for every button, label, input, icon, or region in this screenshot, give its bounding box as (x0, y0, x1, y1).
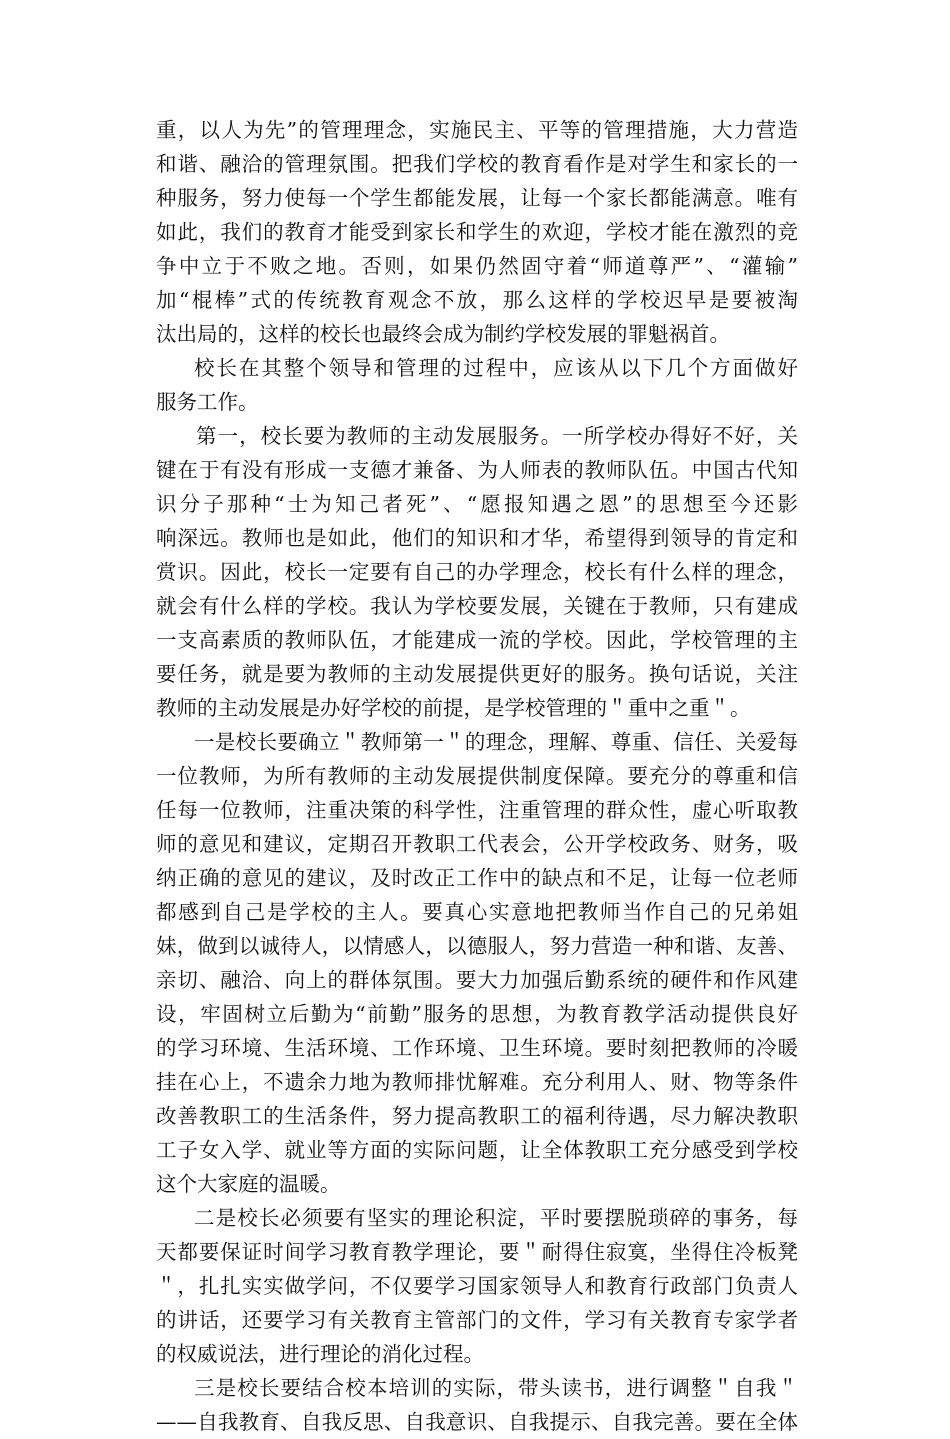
text-line: 师的意见和建议，定期召开教职工代表会，公开学校政务、财务，吸 (156, 832, 798, 856)
text-line: 改善教职工的生活条件，努力提高教职工的福利待遇，尽力解决教职 (156, 1104, 798, 1128)
text-line: 就会有什么样的学校。我认为学校要发展，关键在于教师，只有建成 (156, 594, 798, 618)
text-line: 这个大家庭的温暖。 (156, 1172, 341, 1196)
paragraph-2 (156, 351, 798, 419)
text-line: 一支高素质的教师队伍，才能建成一流的学校。因此，学校管理的主 (156, 628, 798, 652)
text-line: 服务工作。 (156, 390, 259, 414)
text-line: 响深远。教师也是如此，他们的知识和才华，希望得到领导的肯定和 (156, 526, 798, 550)
text-line: 争中立于不败之地。否则，如果仍然固守着“师道尊严”、“灌输” (156, 254, 798, 278)
text-line: 任每一位教师，注重决策的科学性，注重管理的群众性，虚心听取教 (156, 798, 798, 822)
paragraph-6 (156, 1371, 798, 1439)
text-line: 和谐、融洽的管理氛围。把我们学校的教育看作是对学生和家长的一 (156, 152, 798, 176)
text-line: 的讲话，还要学习有关教育主管部门的文件，学习有关教育专家学者 (156, 1308, 798, 1332)
text-line: 加“棍棒”式的传统教育观念不放，那么这样的学校迟早是要被淘 (156, 288, 798, 312)
text-line: 的学习环境、生活环境、工作环境、卫生环境。要时刻把教师的冷暖 (156, 1036, 798, 1060)
text-line: 重，以人为先”的管理理念，实施民主、平等的管理措施，大力营造 (156, 118, 798, 142)
paragraph-3 (156, 419, 798, 725)
text-line: 挂在心上，不遗余力地为教师排忧解难。充分利用人、财、物等条件 (156, 1070, 798, 1094)
text-line: 一位教师，为所有教师的主动发展提供制度保障。要充分的尊重和信 (156, 764, 798, 788)
text-line: 妹，做到以诚待人，以情感人，以德服人，努力营造一种和谐、友善、 (156, 934, 798, 958)
text-line: 如此，我们的教育才能受到家长和学生的欢迎，学校才能在激烈的竞 (156, 220, 798, 244)
text-line: 三是校长要结合校本培训的实际，带头读书，进行调整＂自我＂ (194, 1376, 798, 1400)
text-line: ＂，扎扎实实做学问，不仅要学习国家领导人和教育行政部门负责人 (156, 1274, 798, 1298)
text-line: 校长在其整个领导和管理的过程中，应该从以下几个方面做好 (194, 356, 798, 380)
document-body (156, 113, 798, 1439)
text-line: 键在于有没有形成一支德才兼备、为人师表的教师队伍。中国古代知 (156, 458, 798, 482)
paragraph-1 (156, 113, 798, 351)
text-line: 第一，校长要为教师的主动发展服务。一所学校办得好不好，关 (196, 424, 798, 448)
text-line: 都感到自己是学校的主人。要真心实意地把教师当作自己的兄弟姐 (156, 900, 798, 924)
text-line: ——自我教育、自我反思、自我意识、自我提示、自我完善。要在全体 (156, 1410, 798, 1434)
paragraph-4 (156, 725, 798, 1201)
text-line: 教师的主动发展是办好学校的前提，是学校管理的＂重中之重＂。 (156, 696, 751, 720)
text-line: 设，牢固树立后勤为“前勤”服务的思想，为教育教学活动提供良好 (156, 1002, 798, 1026)
text-line: 纳正确的意见的建议，及时改正工作中的缺点和不足，让每一位老师 (156, 866, 798, 890)
text-line: 二是校长必须要有坚实的理论积淀，平时要摆脱琐碎的事务，每 (194, 1206, 798, 1230)
text-line: 赏识。因此，校长一定要有自己的办学理念，校长有什么样的理念， (156, 560, 798, 584)
text-line: 种服务，努力使每一个学生都能发展，让每一个家长都能满意。唯有 (156, 186, 798, 210)
text-line: 一是校长要确立＂教师第一＂的理念，理解、尊重、信任、关爱每 (194, 730, 798, 754)
text-line: 识分子那种“士为知己者死”、“愿报知遇之恩”的思想至今还影 (156, 492, 798, 516)
text-line: 天都要保证时间学习教育教学理论，要＂耐得住寂寞，坐得住冷板凳 (156, 1240, 798, 1264)
text-line: 的权威说法，进行理论的消化过程。 (156, 1342, 484, 1366)
text-line: 汰出局的，这样的校长也最终会成为制约学校发展的罪魁祸首。 (156, 322, 730, 346)
text-line: 亲切、融洽、向上的群体氛围。要大力加强后勤系统的硬件和作风建 (156, 968, 798, 992)
text-line: 要任务，就是要为教师的主动发展提供更好的服务。换句话说，关注 (156, 662, 798, 686)
text-line: 工子女入学、就业等方面的实际问题，让全体教职工充分感受到学校 (156, 1138, 798, 1162)
paragraph-5 (156, 1201, 798, 1371)
